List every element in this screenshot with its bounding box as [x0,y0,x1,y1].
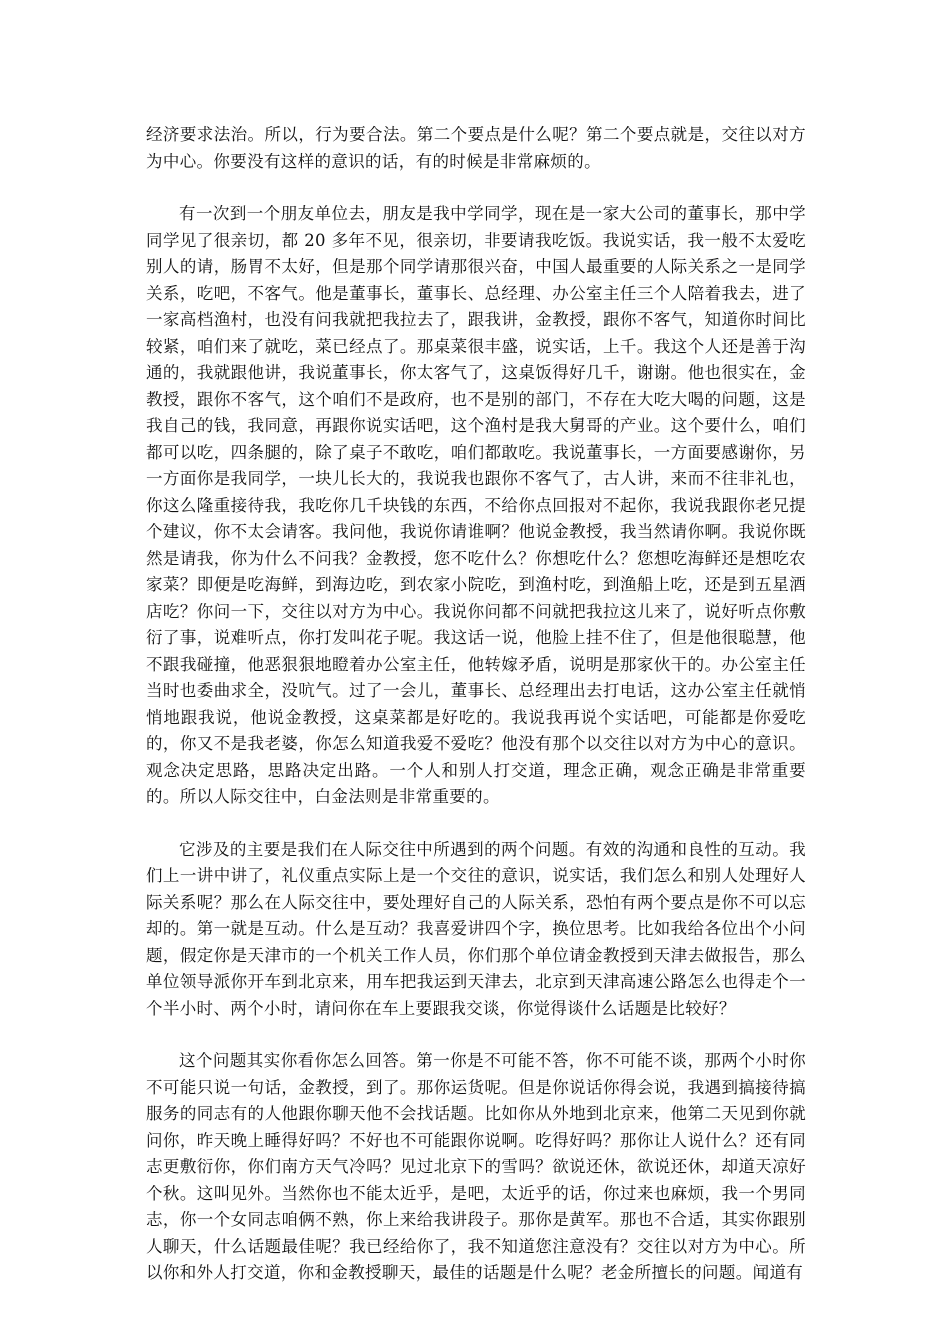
paragraph-spacer [146,1022,806,1048]
paragraph-spacer [146,811,806,837]
paragraph-2: 有一次到一个朋友单位去，朋友是我中学同学，现在是一家大公司的董事长，那中学同学见了很亲切，都 20 多年不见，很亲切，非要请我吃饭。我说实话，我一般不太爱吃别人的请，肠胃不太好，但是那个同学请那很兴奋，中国人最重要的人际关系之一是同学关系，吃吧，不客气。他是董事长，董事长、总经理、办公室主任三个人陪着我去，进了一家高档渔村，也没有问我就把我拉去了，跟我讲，金教授，跟你不客气，知道你时间比较紧，咱们来了就吃，菜已经点了。那桌菜很丰盛，说实话，上千。我这个人还是善于沟通的，我就跟他讲，我说董事长，你太客气了，这桌饭得好几千，谢谢。他也很实在，金教授，跟你不客气，这个咱们不是政府，也不是别的部门，不存在大吃大喝的问题，这是我自己的钱，我同意，再跟你说实话吧，这个渔村是我大舅哥的产业。这个要什么，咱们都可以吃，四条腿的，除了桌子不敢吃，咱们都敢吃。我说董事长，一方面要感谢你，另一方面你是我同学，一块儿长大的，我说我也跟你不客气了，古人讲，来而不往非礼也，你这么隆重接待我，我吃你几千块钱的东西，不给你点回报对不起你，我说我跟你老兄提个建议，你不太会请客。我问他，我说你请谁啊？他说金教授，我当然请你啊。我说你既然是请我，你为什么不问我？金教授，您不吃什么？你想吃什么？您想吃海鲜还是想吃农家菜？即便是吃海鲜，到海边吃，到农家小院吃，到渔村吃，到渔船上吃，还是到五星酒店吃？你问一下，交往以对方为中心。我说你问都不问就把我拉这儿来了，说好听点你敷衍了事，说难听点，你打发叫花子呢。我这话一说，他脸上挂不住了，但是他很聪慧，他不跟我碰撞，他恶狠狠地瞪着办公室主任，他转嫁矛盾，说明是那家伙干的。办公室主任当时也委曲求全，没吭气。过了一会儿，董事长、总经理出去打电话，这办公室主任就悄悄地跟我说，他说金教授，这桌菜都是好吃的。我说我再说个实话吧，可能都是你爱吃的，你又不是我老婆，你怎么知道我爱不爱吃？他没有那个以交往以对方为中心的意识。观念决定思路，思路决定出路。一个人和别人打交道，理念正确，观念正确是非常重要的。所以人际交往中，白金法则是非常重要的。 [146,204,806,806]
paragraph-1: 经济要求法治。所以，行为要合法。第二个要点是什么呢？第二个要点就是，交往以对方为中心。你要没有这样的意识的话，有的时候是非常麻烦的。 [146,125,806,171]
paragraph-3: 它涉及的主要是我们在人际交往中所遇到的两个问题。有效的沟通和良性的互动。我们上一讲中讲了，礼仪重点实际上是一个交往的意识，说实话，我们怎么和别人处理好人际关系呢？那么在人际交往中，要处理好自己的人际关系，恐怕有两个要点是你不可以忘却的。第一就是互动。什么是互动？我喜爱讲四个字，换位思考。比如我给各位出个小问题，假定你是天津市的一个机关工作人员，你们那个单位请金教授到天津去做报告，那么单位领导派你开车到北京来，用车把我运到天津去，北京到天津高速公路怎么也得走个一个半小时、两个小时，请问你在车上要跟我交谈，你觉得谈什么话题是比较好？ [146,839,806,1018]
paragraph-spacer [146,175,806,201]
document-page [146,122,806,1287]
paragraph-4: 这个问题其实你看你怎么回答。第一你是不可能不答，你不可能不谈，那两个小时你不可能只说一句话，金教授，到了。那你运货呢。但是你说话你得会说，我遇到搞接待搞服务的同志有的人他跟你聊天他不会找话题。比如你从外地到北京来，他第二天见到你就问你，昨天晚上睡得好吗？不好也不可能跟你说啊。吃得好吗？那你让人说什么？还有同志更敷衍你，你们南方天气冷吗？见过北京下的雪吗？欲说还休，欲说还休，却道天凉好个秋。这叫见外。当然你也不能太近乎，是吧，太近乎的话，你过来也麻烦，我一个男同志，你一个女同志咱俩不熟，你上来给我讲段子。那你是黄军。那也不合适，其实你跟别人聊天，什么话题最佳呢？我已经给你了，我不知道您注意没有？交往以对方为中心。所以你和外人打交道，你和金教授聊天，最佳的话题是什么呢？老金所擅长的问题。闻道有 [146,1051,806,1282]
